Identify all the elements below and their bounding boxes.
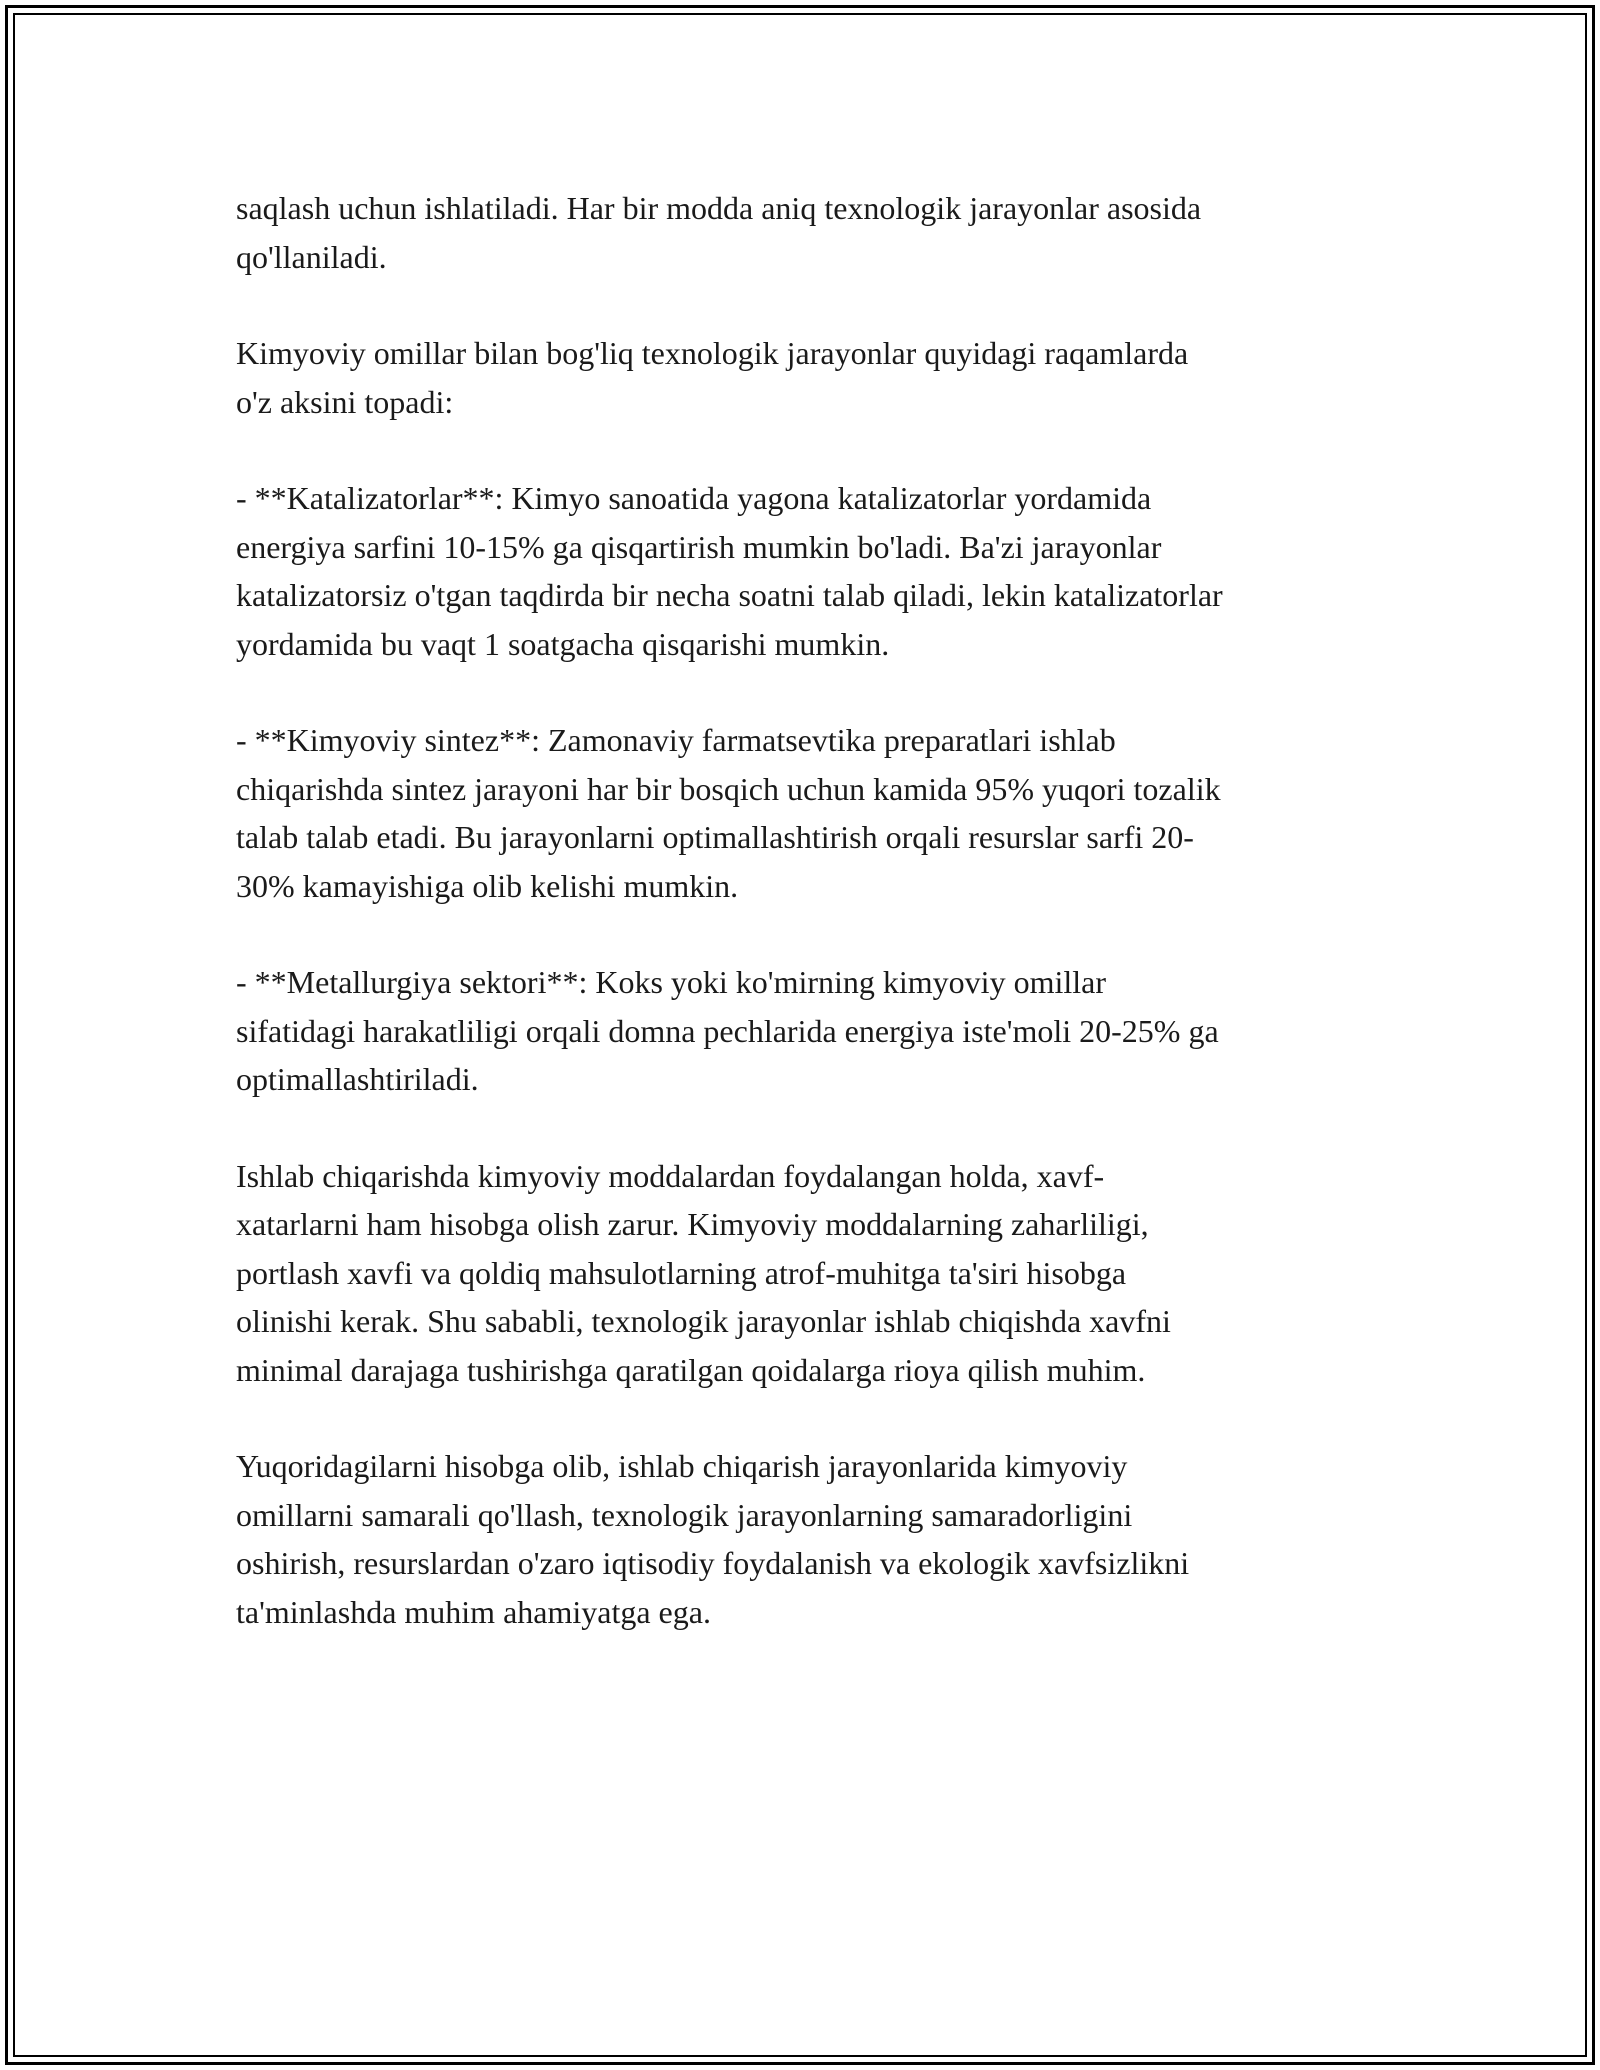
text-line: xatarlarni ham hisobga olish zarur. Kimyoviy moddalarning zaharliligi, [236, 1206, 1149, 1242]
text-line: chiqarishda sintez jarayoni har bir bosqich uchun kamida 95% yuqori tozalik [236, 770, 1221, 807]
paragraph-risks [236, 1152, 1386, 1395]
text-line: oshirish, resurslardan o'zaro iqtisodiy foydalanish va ekologik xavfsizlikni [236, 1545, 1190, 1581]
text-line: Ishlab chiqarishda kimyoviy moddalardan foydalangan holda, xavf- [236, 1157, 1105, 1194]
text-line: ta'minlashda muhim ahamiyatga ega. [236, 1593, 711, 1630]
text-line: Yuqoridagilarni hisobga olib, ishlab chiqarish jarayonlarida kimyoviy [236, 1448, 1128, 1484]
text-line: portlash xavfi va qoldiq mahsulotlarning atrof-muhitga ta'siri hisobga [236, 1254, 1127, 1291]
text-line: - **Metallurgiya sektori**: Koks yoki ko'mirning kimyoviy omillar [236, 964, 1106, 1000]
text-line: optimallashtiriladi. [236, 1061, 479, 1097]
text-line: olinishi kerak. Shu sababli, texnologik jarayonlar ishlab chiqishda xavfni [236, 1303, 1171, 1339]
paragraph-processes-intro [236, 329, 1386, 426]
text-line: sifatidagi harakatliligi orqali domna pechlarida energiya iste'moli 20-25% ga [236, 1012, 1219, 1049]
list-item-metallurgy [236, 958, 1386, 1104]
text-line: katalizatorsiz o'tgan taqdirda bir necha soatni talab qiladi, lekin katalizatorlar [236, 577, 1223, 613]
text-line: Kimyoviy omillar bilan bog'liq texnologik jarayonlar quyidagi raqamlarda [236, 335, 1189, 371]
text-line: talab talab etadi. Bu jarayonlarni optimallashtirish orqali resurslar sarfi 20- [236, 819, 1194, 855]
text-line: o'z aksini topadi: [236, 383, 454, 420]
list-item-chemical-synthesis [236, 716, 1386, 910]
text-line: energiya sarfini 10-15% ga qisqartirish mumkin bo'ladi. Ba'zi jarayonlar [236, 528, 1162, 565]
document-body [236, 184, 1386, 1684]
text-line: saqlash uchun ishlatiladi. Har bir modda aniq texnologik jarayonlar asosida [236, 190, 1202, 226]
text-line: yordamida bu vaqt 1 soatgacha qisqarishi mumkin. [236, 625, 890, 662]
paragraph-conclusion [236, 1442, 1386, 1636]
text-line: 30% kamayishiga olib kelishi mumkin. [236, 867, 739, 904]
text-line: omillarni samarali qo'llash, texnologik jarayonlarning samaradorligini [236, 1496, 1133, 1533]
text-line: - **Katalizatorlar**: Kimyo sanoatida yagona katalizatorlar yordamida [236, 480, 1152, 516]
text-line: - **Kimyoviy sintez**: Zamonaviy farmatsevtika preparatlari ishlab [236, 722, 1116, 758]
text-line: qo'llaniladi. [236, 238, 387, 275]
list-item-catalysts [236, 474, 1386, 668]
text-line: minimal darajaga tushirishga qaratilgan qoidalarga rioya qilish muhim. [236, 1351, 1146, 1388]
paragraph-intro-continuation [236, 184, 1386, 281]
